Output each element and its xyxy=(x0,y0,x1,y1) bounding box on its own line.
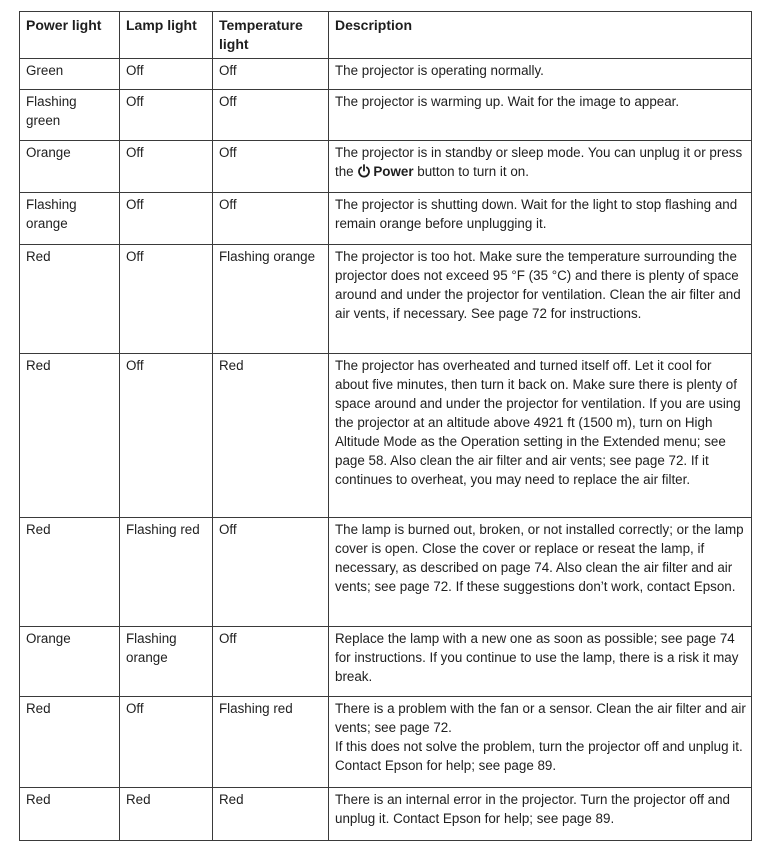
temperature-light-cell: Off xyxy=(213,518,329,627)
lamp-light-cell: Off xyxy=(120,245,213,354)
description-text: The projector is in standby or sleep mode. You can unplug it or press the xyxy=(335,145,743,179)
table-row xyxy=(20,245,752,354)
lamp-light-cell: Off xyxy=(120,193,213,245)
power-light-cell: Flashing green xyxy=(20,90,120,141)
power-light-cell: Orange xyxy=(20,627,120,697)
power-light-cell: Red xyxy=(20,245,120,354)
lamp-light-cell: Off xyxy=(120,59,213,90)
temperature-light-cell: Off xyxy=(213,141,329,193)
temperature-light-cell: Off xyxy=(213,90,329,141)
description-cell: The projector is warming up. Wait for the image to appear. xyxy=(329,90,752,141)
description-cell: The lamp is burned out, broken, or not installed correctly; or the lamp cover is open. Close the cover or replace or reseat the lamp, if necessary, as described on page 74. Also clean the air filter and air vents; see page 72. If these suggestions don’t work, contact Epson. xyxy=(329,518,752,627)
power-light-cell: Orange xyxy=(20,141,120,193)
header-description: Description xyxy=(329,12,752,59)
temperature-light-cell: Off xyxy=(213,59,329,90)
temperature-light-cell: Red xyxy=(213,354,329,518)
description-text: There is a problem with the fan or a sensor. Clean the air filter and air vents; see page 72. xyxy=(335,701,746,735)
power-light-cell: Red xyxy=(20,697,120,788)
description-cell xyxy=(329,697,752,788)
temperature-light-cell: Off xyxy=(213,193,329,245)
table-row xyxy=(20,193,752,245)
header-row xyxy=(20,12,752,59)
lamp-light-cell: Flashing orange xyxy=(120,627,213,697)
lamp-light-cell: Off xyxy=(120,141,213,193)
power-light-cell: Flashing orange xyxy=(20,193,120,245)
lamp-light-cell: Flashing red xyxy=(120,518,213,627)
power-icon xyxy=(357,164,371,178)
temperature-light-cell: Off xyxy=(213,627,329,697)
table-row xyxy=(20,697,752,788)
table-row xyxy=(20,518,752,627)
power-light-cell: Red xyxy=(20,788,120,841)
description-cell: The projector is shutting down. Wait for the light to stop flashing and remain orange before unplugging it. xyxy=(329,193,752,245)
power-light-cell: Red xyxy=(20,354,120,518)
table-row xyxy=(20,141,752,193)
power-button-name: Power xyxy=(373,164,414,179)
temperature-light-cell: Red xyxy=(213,788,329,841)
temperature-light-cell: Flashing orange xyxy=(213,245,329,354)
table-row xyxy=(20,627,752,697)
description-text: button to turn it on. xyxy=(417,164,529,179)
description-text: If this does not solve the problem, turn the projector off and unplug it. Contact Epson for help; see page 89. xyxy=(335,739,743,773)
power-light-cell: Red xyxy=(20,518,120,627)
description-cell xyxy=(329,141,752,193)
description-cell: There is an internal error in the projector. Turn the projector off and unplug it. Contact Epson for help; see page 89. xyxy=(329,788,752,841)
table-row xyxy=(20,90,752,141)
lamp-light-cell: Off xyxy=(120,90,213,141)
table-row xyxy=(20,788,752,841)
description-cell: Replace the lamp with a new one as soon as possible; see page 74 for instructions. If you continue to use the lamp, there is a risk it may break. xyxy=(329,627,752,697)
description-cell: The projector is too hot. Make sure the temperature surrounding the projector does not exceed 95 °F (35 °C) and there is plenty of space around and under the projector for ventilation. Clean the air filter and air vents, if necessary. See page 72 for instructions. xyxy=(329,245,752,354)
lamp-light-cell: Off xyxy=(120,354,213,518)
description-cell: The projector has overheated and turned itself off. Let it cool for about five minutes, then turn it back on. Make sure there is plenty of space around and under the projector for ventilation. If you are using the projector at an altitude above 4921 ft (1500 m), turn on High Altitude Mode as the Operation setting in the Extended menu; see page 58. Also clean the air filter and air vents; see page 72. If it continues to overheat, you may need to replace the air filter. xyxy=(329,354,752,518)
description-cell: The projector is operating normally. xyxy=(329,59,752,90)
lamp-light-cell: Red xyxy=(120,788,213,841)
header-lamp-light: Lamp light xyxy=(120,12,213,59)
status-light-table xyxy=(19,11,752,841)
power-light-cell: Green xyxy=(20,59,120,90)
header-power-light: Power light xyxy=(20,12,120,59)
header-temperature-light: Temperature light xyxy=(213,12,329,59)
table-row xyxy=(20,354,752,518)
temperature-light-cell: Flashing red xyxy=(213,697,329,788)
table-row xyxy=(20,59,752,90)
lamp-light-cell: Off xyxy=(120,697,213,788)
